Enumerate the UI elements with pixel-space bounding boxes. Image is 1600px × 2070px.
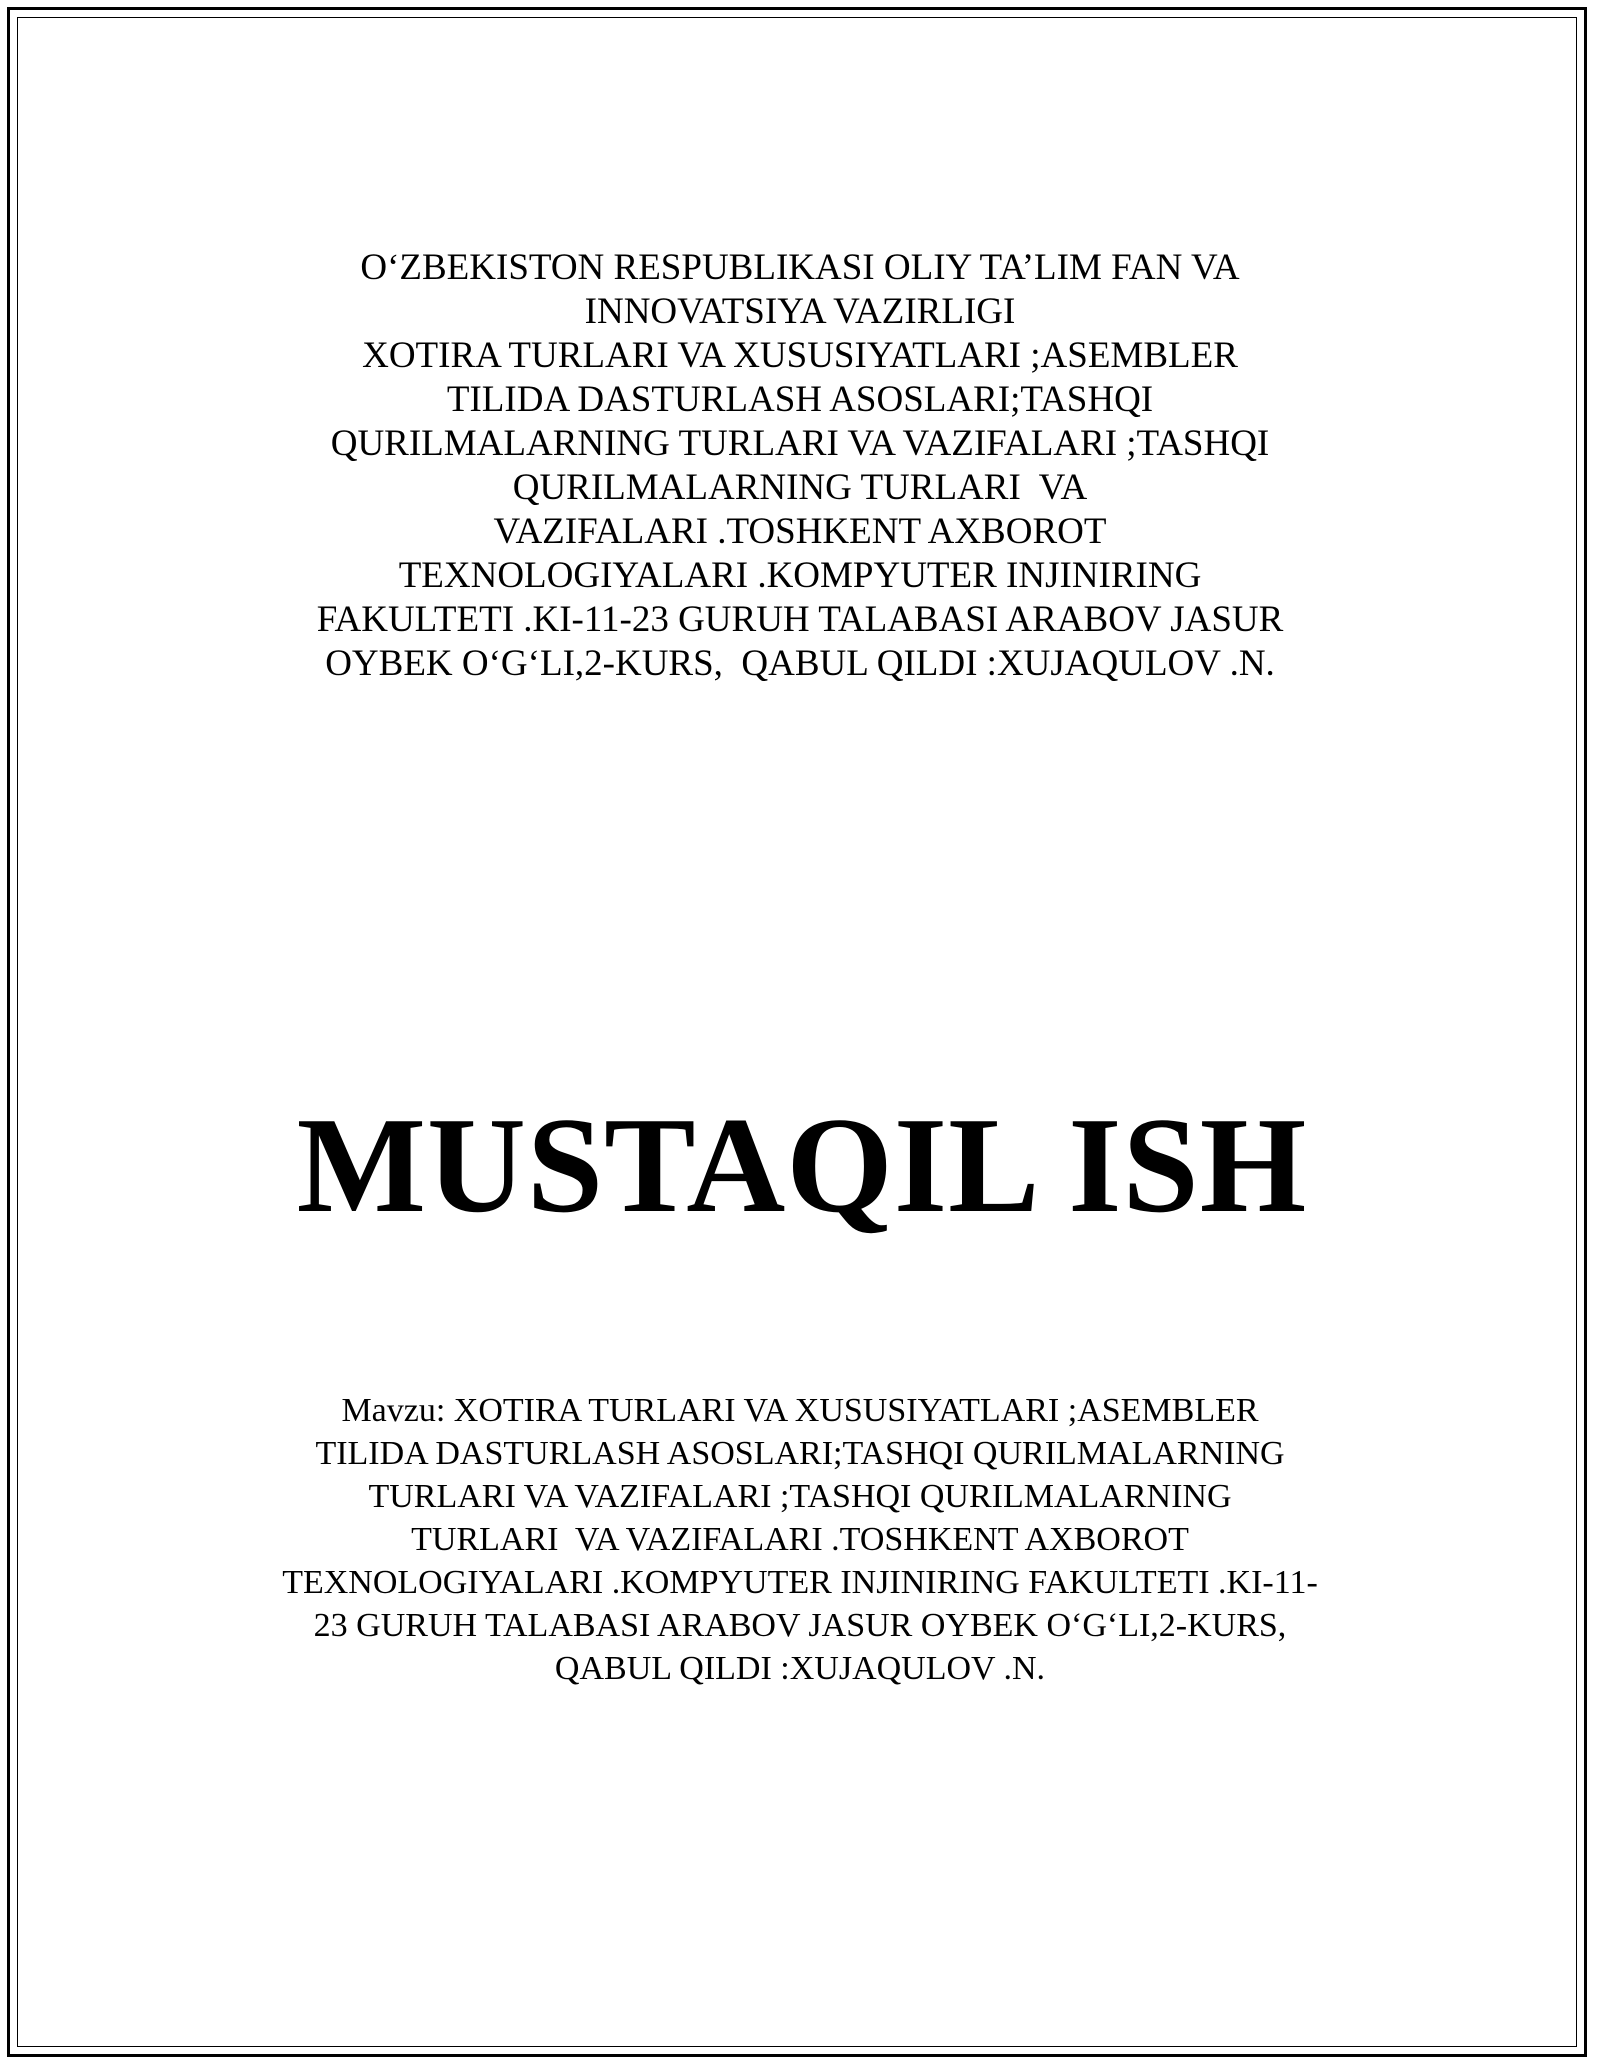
topic-line: 23 GURUH TALABASI ARABOV JASUR OYBEK O‘G‘LI,2-KURS,: [313, 1607, 1287, 1644]
header-line: TEXNOLOGIYALARI .KOMPYUTER INJINIRING: [398, 555, 1202, 596]
header-line: O‘ZBEKISTON RESPUBLIKASI OLIY TA’LIM FAN VA: [360, 247, 1240, 288]
page-title: MUSTAQIL ISH: [296, 1089, 1308, 1241]
topic-line: TILIDA DASTURLASH ASOSLARI;TASHQI QURILMALARNING: [315, 1435, 1285, 1472]
title-block: [0, 1090, 1600, 1240]
topic-block: [0, 1389, 1600, 1690]
header-line: INNOVATSIYA VAZIRLIGI: [584, 291, 1016, 332]
header-line: OYBEK O‘G‘LI,2-KURS, QABUL QILDI :XUJAQULOV .N.: [325, 643, 1275, 684]
topic-line: Mavzu: XOTIRA TURLARI VA XUSUSIYATLARI ;ASEMBLER: [341, 1392, 1259, 1429]
header-block: [0, 246, 1600, 686]
topic-line: QABUL QILDI :XUJAQULOV .N.: [554, 1650, 1046, 1687]
header-line: XOTIRA TURLARI VA XUSUSIYATLARI ;ASEMBLER: [362, 335, 1238, 376]
topic-line: TEXNOLOGIYALARI .KOMPYUTER INJINIRING FAKULTETI .KI-11-: [282, 1564, 1318, 1601]
topic-line: TURLARI VA VAZIFALARI .TOSHKENT AXBOROT: [411, 1521, 1189, 1558]
topic-line: TURLARI VA VAZIFALARI ;TASHQI QURILMALARNING: [368, 1478, 1232, 1515]
header-line: QURILMALARNING TURLARI VA: [512, 467, 1088, 508]
header-line: FAKULTETI .KI-11-23 GURUH TALABASI ARABOV JASUR: [316, 599, 1284, 640]
header-line: TILIDA DASTURLASH ASOSLARI;TASHQI: [446, 379, 1154, 420]
header-line: QURILMALARNING TURLARI VA VAZIFALARI ;TASHQI: [330, 423, 1270, 464]
header-line: VAZIFALARI .TOSHKENT AXBOROT: [493, 511, 1107, 552]
